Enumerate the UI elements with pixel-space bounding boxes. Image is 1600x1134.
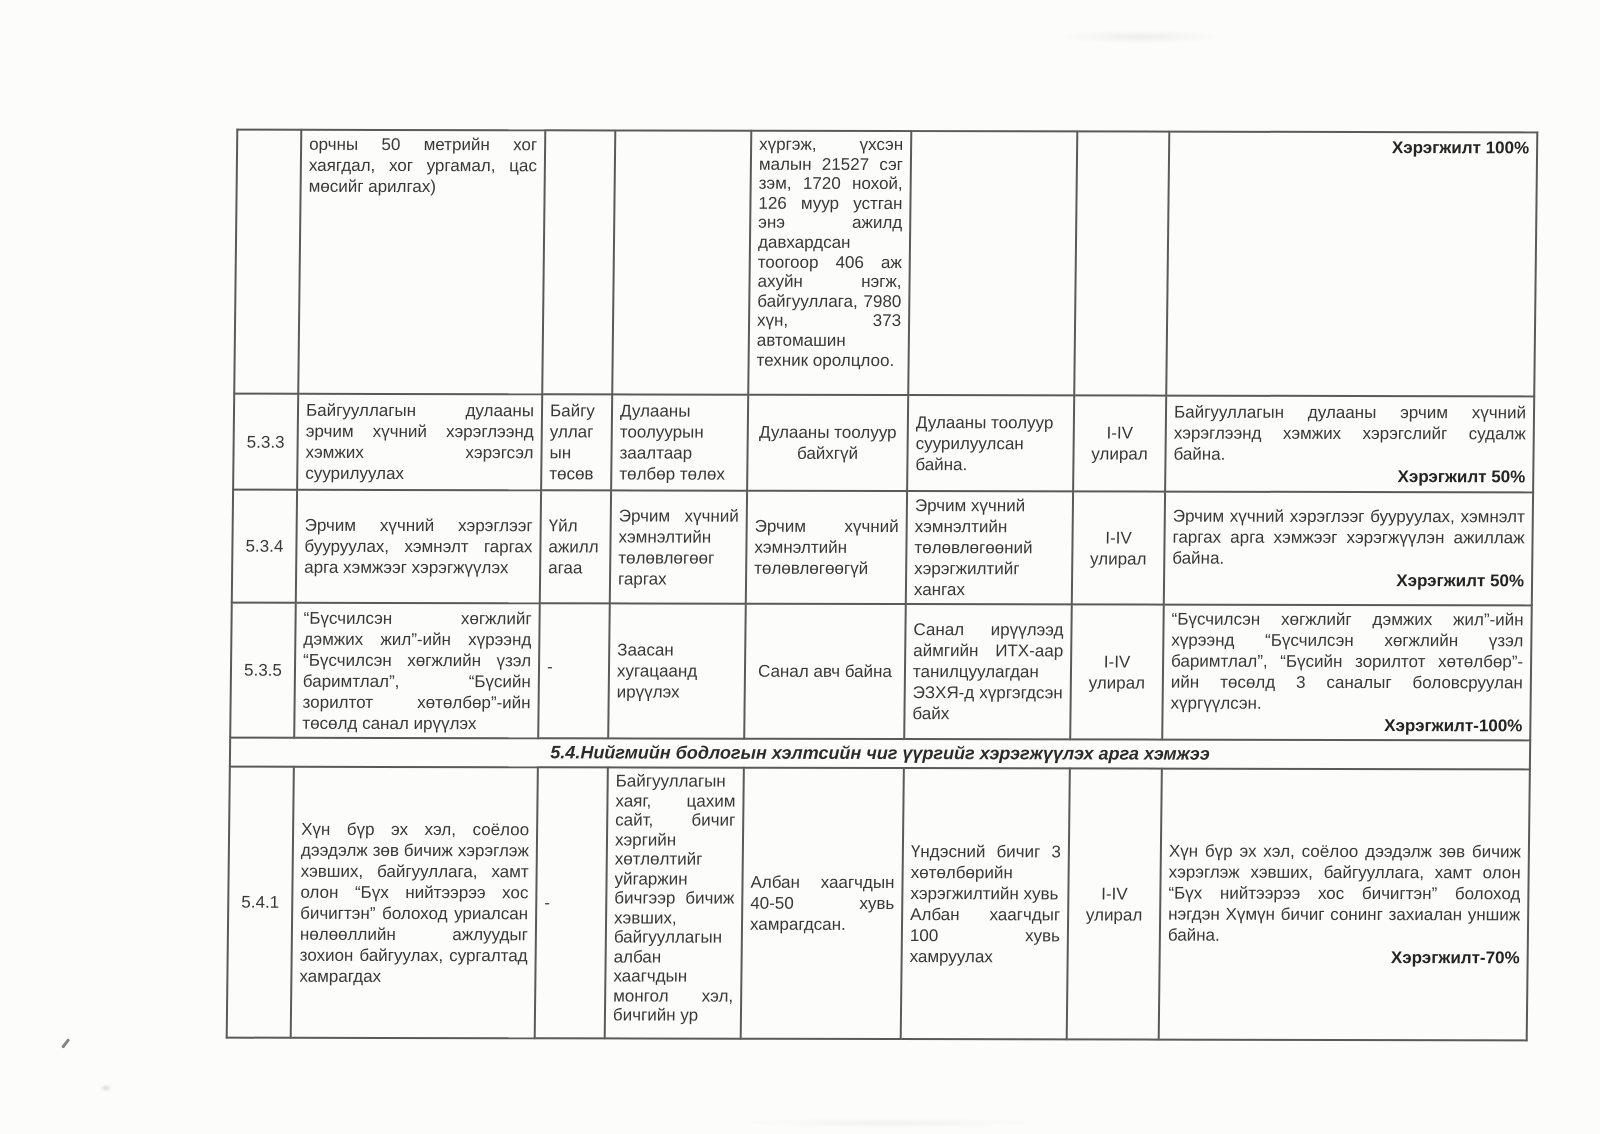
cell-indicator: Дулааны тоолуурын заалтаар төлбөр төлөх bbox=[611, 394, 748, 490]
cell-budget: - bbox=[538, 603, 610, 738]
implementation-table bbox=[226, 129, 1539, 1042]
cell-activity: Хүн бүр эх хэл, соёлоо дээдэлж зөв бичиж хэрэглэж хэвших, байгууллага, хамт олон “Бүх нийтээрээ хос бичигтэн” болоход уриалсан нөлөөллийн ажлуудыг зохион байгуулах, сургалтад хамрагдах bbox=[291, 767, 538, 1039]
cell-budget: - bbox=[535, 767, 608, 1038]
table-row-continuation bbox=[234, 130, 1537, 397]
cell-period: I-IV улирал bbox=[1070, 604, 1164, 739]
cell-indicator: Заасан хугацаанд ирүүлэх bbox=[608, 603, 746, 738]
scan-artifact-smudge bbox=[740, 1118, 1040, 1128]
section-header-row bbox=[230, 738, 1530, 770]
cell-target: Эрчим хүчний хэмнэлтийн төлөвлөгөөний хэрэгжилтийг хангах bbox=[906, 491, 1073, 604]
cell-target bbox=[908, 131, 1077, 395]
cell-row-number: 5.3.5 bbox=[230, 603, 296, 738]
cell-result bbox=[1159, 769, 1530, 1041]
cell-row-number bbox=[234, 130, 301, 394]
cell-activity: Эрчим хүчний хэрэглээг бууруулах, хэмнэлт гаргах арга хэмжээг хэрэгжүүлэх bbox=[296, 490, 541, 604]
cell-result bbox=[1165, 396, 1534, 493]
cell-row-number: 5.4.1 bbox=[227, 767, 294, 1038]
section-header: 5.4.Нийгмийн бодлогын хэлтсийн чиг үүргийг хэрэгжүүлэх арга хэмжээ bbox=[230, 738, 1530, 770]
result-percent: Хэрэгжилт 100% bbox=[1391, 138, 1530, 158]
scan-artifact-smudge bbox=[100, 1084, 112, 1092]
result-text: Байгууллагын дулааны эрчим хүчний хэрэглээнд хэмжих хэрэгслийг судалж байна. bbox=[1173, 402, 1527, 464]
cell-row-number: 5.3.4 bbox=[232, 490, 297, 603]
table-row bbox=[232, 490, 1533, 606]
result-text: “Бүсчилсэн хөгжлийг дэмжих жил”-ийн хүрээнд “Бүсчилсэн хөгжлийн үзэл баримтлал”, “Бүсийн зорилтот хөтөлбөр”-ийн төсөлд 3 саналыг боловсруулан хүргүүлсэн. bbox=[1170, 609, 1524, 713]
cell-indicator: Эрчим хүчний хэмнэлтийн төлөвлөгөөг гаргах bbox=[610, 490, 747, 603]
table-container bbox=[226, 129, 1539, 1042]
scan-artifact-tick bbox=[61, 1038, 70, 1048]
cell-baseline: Эрчим хүчний хэмнэлтийн төлөвлөгөөгүй bbox=[746, 491, 907, 604]
result-percent: Хэрэгжилт 50% bbox=[1396, 571, 1525, 591]
result-percent: Хэрэгжилт-70% bbox=[1390, 948, 1520, 968]
cell-result bbox=[1166, 132, 1537, 397]
cell-target: Санал ирүүлээд аймгийн ИТХ-аар танилцуулагдан ЭЗХЯ-д хүргэгдсэн байх bbox=[904, 604, 1072, 739]
table-row bbox=[230, 603, 1532, 741]
table-row bbox=[227, 767, 1530, 1041]
cell-period: I-IV улирал bbox=[1073, 395, 1166, 491]
cell-activity: орчны 50 метрийн хог хаягдал, хог ургамал, цас мөсийг арилгах) bbox=[298, 130, 545, 395]
cell-target: Дулааны тоолуур суурилуулсан байна. bbox=[907, 395, 1074, 491]
cell-result bbox=[1162, 605, 1532, 741]
cell-budget: Үйл ажилл агаа bbox=[540, 490, 611, 603]
cell-activity: “Бүсчилсэн хөгжлийг дэмжих жил”-ийн хүрээнд “Бүсчилсэн хөгжлийн үзэл баримтлал”, “Бүсийн зорилтот хөтөлбөр”-ийн төсөлд санал ирүүлэх bbox=[294, 603, 540, 739]
cell-indicator bbox=[612, 130, 751, 394]
cell-period: I-IV улирал bbox=[1067, 768, 1162, 1039]
cell-indicator: Байгууллагын хаяг, цахим сайт, бичиг хэргийн хөтлөлтийг уйгаржин бичгээр бичиж хэвших, байгууллагын албан хаагчдын монгол хэл, бичгийн ур bbox=[605, 767, 744, 1038]
result-percent: Хэрэгжилт-100% bbox=[1384, 716, 1523, 736]
cell-row-number: 5.3.3 bbox=[233, 394, 298, 490]
cell-result bbox=[1164, 492, 1533, 606]
table-row bbox=[233, 394, 1534, 493]
cell-budget bbox=[542, 130, 615, 394]
cell-baseline: хүргэж, үхсэн малын 21527 сэг зэм, 1720 нохой, 126 муур устган энэ ажилд давхардсан тоогоор 406 аж ахуйн нэгж, байгууллага, 7980 хүн, 373 автомашин техник оролцлоо. bbox=[748, 131, 911, 395]
scan-artifact-smudge bbox=[1060, 30, 1220, 44]
result-text: Хүн бүр эх хэл, соёлоо дээдэлж зөв бичиж хэрэглэж хэвших, байгууллага, хамт олон “Бүх нийтээрээ хос бичигтэн” болоход нэгдэн Хүмүн бичиг сонинг захиалан уншиж байна. bbox=[1167, 841, 1522, 945]
cell-target: Үндэсний бичиг 3 хөтөлбөрийн хэрэгжилтийн хувь Албан хаагчдыг 100 хувь хамруулах bbox=[901, 768, 1070, 1039]
result-percent: Хэрэгжилт 50% bbox=[1397, 466, 1526, 486]
cell-period: I-IV улирал bbox=[1072, 491, 1165, 604]
result-text: Эрчим хүчний хэрэглээг бууруулах, хэмнэлт гаргах арга хэмжээг хэрэгжүүлэн ажиллаж байна. bbox=[1172, 506, 1525, 568]
cell-baseline: Албан хаагчдын 40-50 хувь хамрагдсан. bbox=[741, 768, 904, 1039]
cell-activity: Байгууллагын дулааны эрчим хүчний хэрэглээнд хэмжих хэрэгсэл суурилуулах bbox=[297, 394, 542, 491]
cell-period bbox=[1074, 131, 1169, 395]
cell-baseline: Дулааны тоолуур байхгүй bbox=[747, 395, 908, 491]
cell-baseline: Санал авч байна bbox=[744, 604, 906, 739]
cell-budget: Байгу уллаг ын төсөв bbox=[541, 394, 612, 490]
